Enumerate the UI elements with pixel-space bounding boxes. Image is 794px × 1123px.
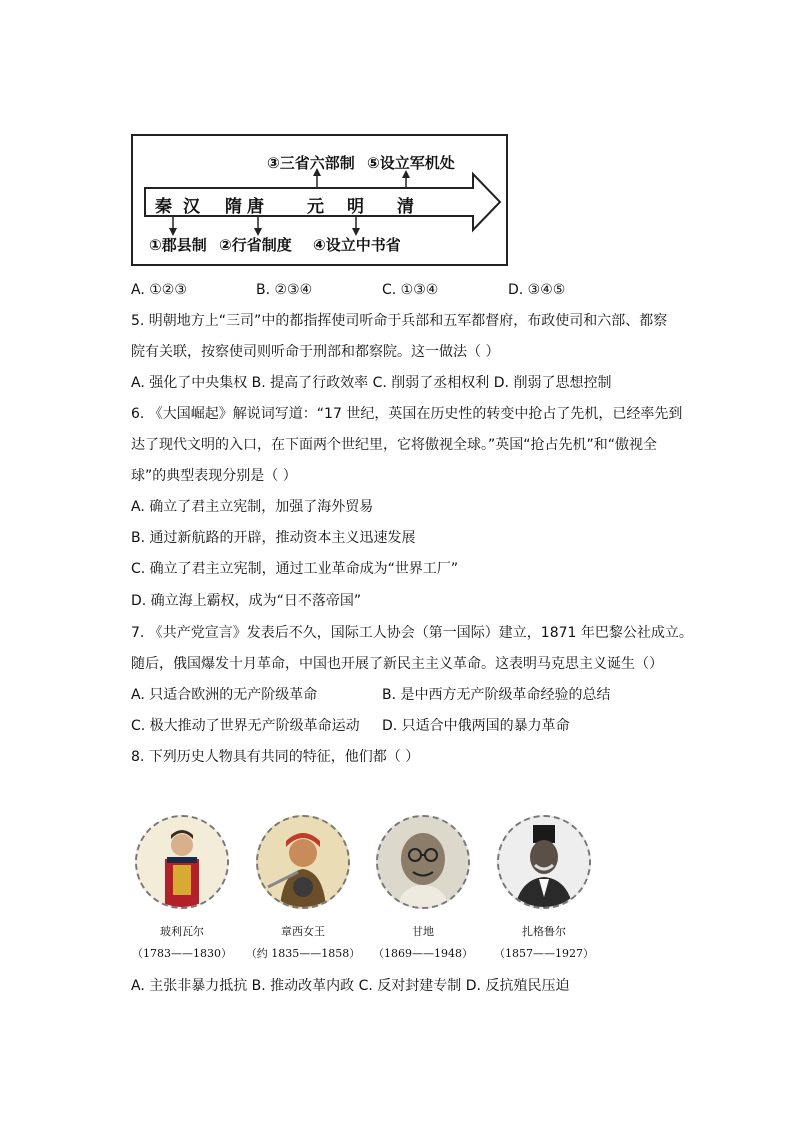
period-tang: 唐: [247, 197, 264, 217]
q6-stem-line-2: 达了现代文明的入口，在下面两个世纪里，它将傲视全球。”英国“抢占先机”和“傲视全: [131, 437, 658, 453]
q7-option-c: C. 极大推动了世界无产阶级革命运动: [131, 718, 360, 734]
q7-option-b: B. 是中西方无产阶级革命经验的总结: [382, 687, 611, 703]
q5-stem-line-2: 院有关联，按察使司则听命于刑部和都察院。这一做法（ ）: [131, 344, 500, 360]
q6-option-d: D. 确立海上霸权，成为“日不落帝国”: [131, 593, 362, 609]
period-sui: 隋: [225, 197, 242, 217]
q4-option-c: C. ①③④: [382, 282, 439, 298]
caption-gandhi-name: 甘地: [412, 925, 434, 938]
caption-zaghloul-years: （1857——1927）: [494, 947, 594, 960]
period-qin: 秦: [155, 197, 172, 217]
timeline-label-below-3: ④设立中书省: [313, 236, 401, 254]
timeline-label-above-2: ⑤设立军机处: [367, 154, 455, 172]
timeline-label-below-2: ②行省制度: [219, 236, 292, 254]
caption-gandhi-years: （1869——1948）: [373, 947, 473, 960]
q7-stem-line-2: 随后，俄国爆发十月革命，中国也开展了新民主主义革命。这表明马克思主义诞生（）: [131, 656, 663, 672]
q6-stem-line-1: 6. 《大国崛起》解说词写道：“17 世纪，英国在历史性的转变中抢占了先机，已经率先到: [131, 406, 683, 422]
q4-option-d: D. ③④⑤: [508, 282, 566, 298]
bolivar-portrait: [135, 815, 229, 909]
q5-options: A. 强化了中央集权 B. 提高了行政效率 C. 削弱了丞相权利 D. 削弱了思想控制: [131, 375, 612, 391]
zaghloul-portrait: [497, 815, 591, 909]
q8-options: A. 主张非暴力抵抗 B. 推动改革内政 C. 反对封建专制 D. 反抗殖民压迫: [131, 978, 570, 994]
period-yuan: 元: [307, 197, 324, 217]
timeline-label-below-1: ①郡县制: [149, 236, 207, 254]
period-han: 汉: [183, 197, 200, 217]
timeline-diagram: [131, 134, 508, 266]
q6-option-a: A. 确立了君主立宪制，加强了海外贸易: [131, 499, 374, 515]
period-qing: 清: [397, 197, 414, 217]
q6-option-b: B. 通过新航路的开辟，推动资本主义迅速发展: [131, 530, 416, 546]
gandhi-portrait: [376, 815, 470, 909]
q7-stem-line-1: 7. 《共产党宣言》发表后不久，国际工人协会（第一国际）建立，1871 年巴黎公社成立。: [131, 625, 693, 641]
timeline-label-above-1: ③三省六部制: [267, 154, 355, 172]
q6-option-c: C. 确立了君主立宪制，通过工业革命成为“世界工厂”: [131, 561, 459, 577]
q7-option-d: D. 只适合中俄两国的暴力革命: [382, 718, 570, 734]
caption-rani-years: （约 1835——1858）: [245, 947, 361, 960]
caption-rani-name: 章西女王: [281, 925, 325, 938]
caption-bolivar-years: （1783——1830）: [132, 947, 232, 960]
q7-option-a: A. 只适合欧洲的无产阶级革命: [131, 687, 318, 703]
caption-zaghloul-name: 扎格鲁尔: [522, 925, 566, 938]
q6-stem-line-3: 球”的典型表现分别是（ ）: [131, 468, 297, 484]
q8-stem: 8. 下列历史人物具有共同的特征，他们都（ ）: [131, 749, 420, 765]
rani-of-jhansi-portrait: [256, 815, 350, 909]
period-ming: 明: [347, 197, 364, 217]
q4-option-a: A. ①②③: [131, 282, 187, 298]
q4-option-b: B. ②③④: [256, 282, 313, 298]
q5-stem-line-1: 5. 明朝地方上“三司”中的都指挥使司听命于兵部和五军都督府，布政使司和六部、都察: [131, 313, 668, 329]
caption-bolivar-name: 玻利瓦尔: [160, 925, 204, 938]
